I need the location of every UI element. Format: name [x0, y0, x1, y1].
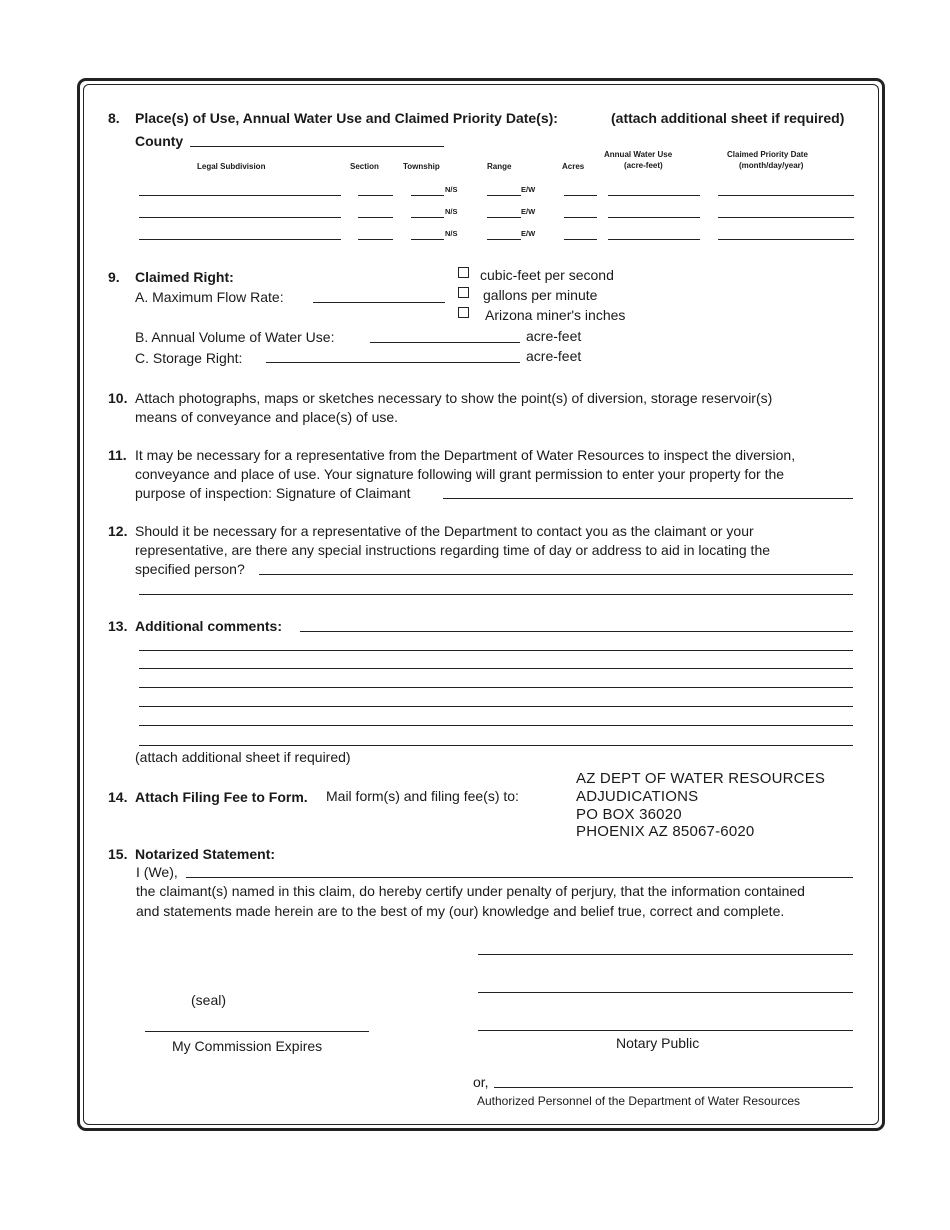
i-we-label: I (We),: [136, 864, 178, 880]
row2-ew-label: E/W: [521, 207, 536, 216]
address-line-3: PO BOX 36020: [576, 806, 682, 823]
cfs-checkbox[interactable]: [458, 267, 469, 278]
row2-acres-field[interactable]: [564, 217, 597, 218]
row3-annual-field[interactable]: [608, 239, 700, 240]
row1-range-field[interactable]: [487, 195, 521, 196]
row3-acres-field[interactable]: [564, 239, 597, 240]
section-12-number: 12.: [108, 523, 128, 539]
miners-inches-label: Arizona miner's inches: [485, 307, 626, 323]
section-15-number: 15.: [108, 846, 128, 862]
claimant-signature-line-2[interactable]: [478, 992, 853, 993]
row2-township-field[interactable]: [411, 217, 444, 218]
certify-line-1: the claimant(s) named in this claim, do hereby certify under penalty of perjury, that the information contained: [136, 883, 805, 899]
annual-volume-field[interactable]: [370, 342, 520, 343]
gpm-checkbox[interactable]: [458, 287, 469, 298]
col-priority-format: (month/day/year): [739, 161, 804, 170]
claimant-signature-field[interactable]: [443, 498, 853, 499]
annual-volume-label: B. Annual Volume of Water Use:: [135, 329, 335, 345]
claimant-signature-line-1[interactable]: [478, 954, 853, 955]
section-9-number: 9.: [108, 269, 120, 285]
gpm-label: gallons per minute: [483, 287, 598, 303]
comments-field-6[interactable]: [139, 725, 853, 726]
row1-legal-field[interactable]: [139, 195, 341, 196]
section-10-number: 10.: [108, 390, 128, 406]
special-instructions-field-1[interactable]: [259, 574, 853, 575]
authorized-personnel-label: Authorized Personnel of the Department of Water Resources: [477, 1094, 801, 1108]
row3-ew-label: E/W: [521, 229, 536, 238]
row1-acres-field[interactable]: [564, 195, 597, 196]
row3-township-field[interactable]: [411, 239, 444, 240]
address-line-1: AZ DEPT OF WATER RESOURCES: [576, 770, 826, 787]
section-13-heading: Additional comments:: [135, 618, 283, 634]
comments-field-2[interactable]: [139, 650, 853, 651]
section-8-number: 8.: [108, 110, 120, 126]
row1-ew-label: E/W: [521, 185, 536, 194]
col-claimed-priority-date: Claimed Priority Date: [727, 150, 808, 159]
col-legal-subdivision: Legal Subdivision: [197, 162, 266, 171]
section-15-heading: Notarized Statement:: [135, 846, 276, 862]
row2-section-field[interactable]: [358, 217, 393, 218]
section-11-line1: It may be necessary for a representative from the Department of Water Resources to inspect the diversion,: [135, 447, 796, 463]
miners-inches-checkbox[interactable]: [458, 307, 469, 318]
county-field[interactable]: [190, 146, 444, 147]
row3-priority-field[interactable]: [718, 239, 854, 240]
cfs-label: cubic-feet per second: [480, 267, 614, 283]
row3-range-field[interactable]: [487, 239, 521, 240]
comments-field-4[interactable]: [139, 687, 853, 688]
section-8-heading: Place(s) of Use, Annual Water Use and Claimed Priority Date(s):: [135, 110, 558, 126]
row3-section-field[interactable]: [358, 239, 393, 240]
county-label: County: [135, 133, 184, 149]
section-13-note: (attach additional sheet if required): [135, 749, 351, 765]
section-9-heading: Claimed Right:: [135, 269, 234, 285]
row2-range-field[interactable]: [487, 217, 521, 218]
form-inner-border: [83, 84, 879, 1125]
section-10-line1: Attach photographs, maps or sketches necessary to show the point(s) of diversion, storage reservoir(s): [135, 390, 773, 406]
comments-field-1[interactable]: [300, 631, 853, 632]
col-range: Range: [487, 162, 512, 171]
section-12-line2: representative, are there any special instructions regarding time of day or address to aid in locating the: [135, 542, 771, 558]
max-flow-rate-label: A. Maximum Flow Rate:: [135, 289, 284, 305]
row1-priority-field[interactable]: [718, 195, 854, 196]
annual-volume-unit: acre-feet: [526, 328, 582, 344]
col-acres: Acres: [562, 162, 585, 171]
commission-expires-field[interactable]: [145, 1031, 369, 1032]
row1-ns-label: N/S: [445, 185, 458, 194]
section-11-line3: purpose of inspection: Signature of Claimant: [135, 485, 411, 501]
section-13-number: 13.: [108, 618, 128, 634]
row3-ns-label: N/S: [445, 229, 458, 238]
authorized-personnel-signature-line[interactable]: [494, 1087, 853, 1088]
max-flow-rate-field[interactable]: [313, 302, 445, 303]
section-12-line1: Should it be necessary for a representative of the Department to contact you as the claimant or your: [135, 523, 754, 539]
address-line-4: PHOENIX AZ 85067-6020: [576, 823, 755, 840]
filing-fee-heading: Attach Filing Fee to Form.: [135, 789, 308, 805]
or-label: or,: [473, 1074, 489, 1090]
commission-expires-label: My Commission Expires: [172, 1038, 323, 1054]
row2-annual-field[interactable]: [608, 217, 700, 218]
special-instructions-field-2[interactable]: [139, 594, 853, 595]
comments-field-3[interactable]: [139, 668, 853, 669]
col-section: Section: [350, 162, 379, 171]
row2-ns-label: N/S: [445, 207, 458, 216]
col-township: Township: [403, 162, 440, 171]
row2-legal-field[interactable]: [139, 217, 341, 218]
section-10-line2: means of conveyance and place(s) of use.: [135, 409, 399, 425]
comments-field-7[interactable]: [139, 745, 853, 746]
storage-right-field[interactable]: [266, 362, 520, 363]
col-annual-unit: (acre-feet): [624, 161, 663, 170]
storage-right-unit: acre-feet: [526, 348, 582, 364]
section-11-number: 11.: [108, 447, 127, 463]
row2-priority-field[interactable]: [718, 217, 854, 218]
filing-fee-text: Mail form(s) and filing fee(s) to:: [326, 788, 519, 804]
row1-section-field[interactable]: [358, 195, 393, 196]
row3-legal-field[interactable]: [139, 239, 341, 240]
address-line-2: ADJUDICATIONS: [576, 788, 699, 805]
section-14-number: 14.: [108, 789, 128, 805]
row1-annual-field[interactable]: [608, 195, 700, 196]
row1-township-field[interactable]: [411, 195, 444, 196]
col-annual-water-use: Annual Water Use: [604, 150, 673, 159]
section-11-line2: conveyance and place of use. Your signature following will grant permission to enter your property for the: [135, 466, 785, 482]
section-12-line3: specified person?: [135, 561, 245, 577]
section-8-note: (attach additional sheet if required): [611, 110, 845, 126]
storage-right-label: C. Storage Right:: [135, 350, 243, 366]
notary-public-label: Notary Public: [616, 1035, 700, 1051]
comments-field-5[interactable]: [139, 706, 853, 707]
claimant-names-field[interactable]: [186, 877, 853, 878]
seal-label: (seal): [191, 992, 227, 1008]
certify-line-2: and statements made herein are to the best of my (our) knowledge and belief true, correct and complete.: [136, 903, 785, 919]
notary-signature-line[interactable]: [478, 1030, 853, 1031]
